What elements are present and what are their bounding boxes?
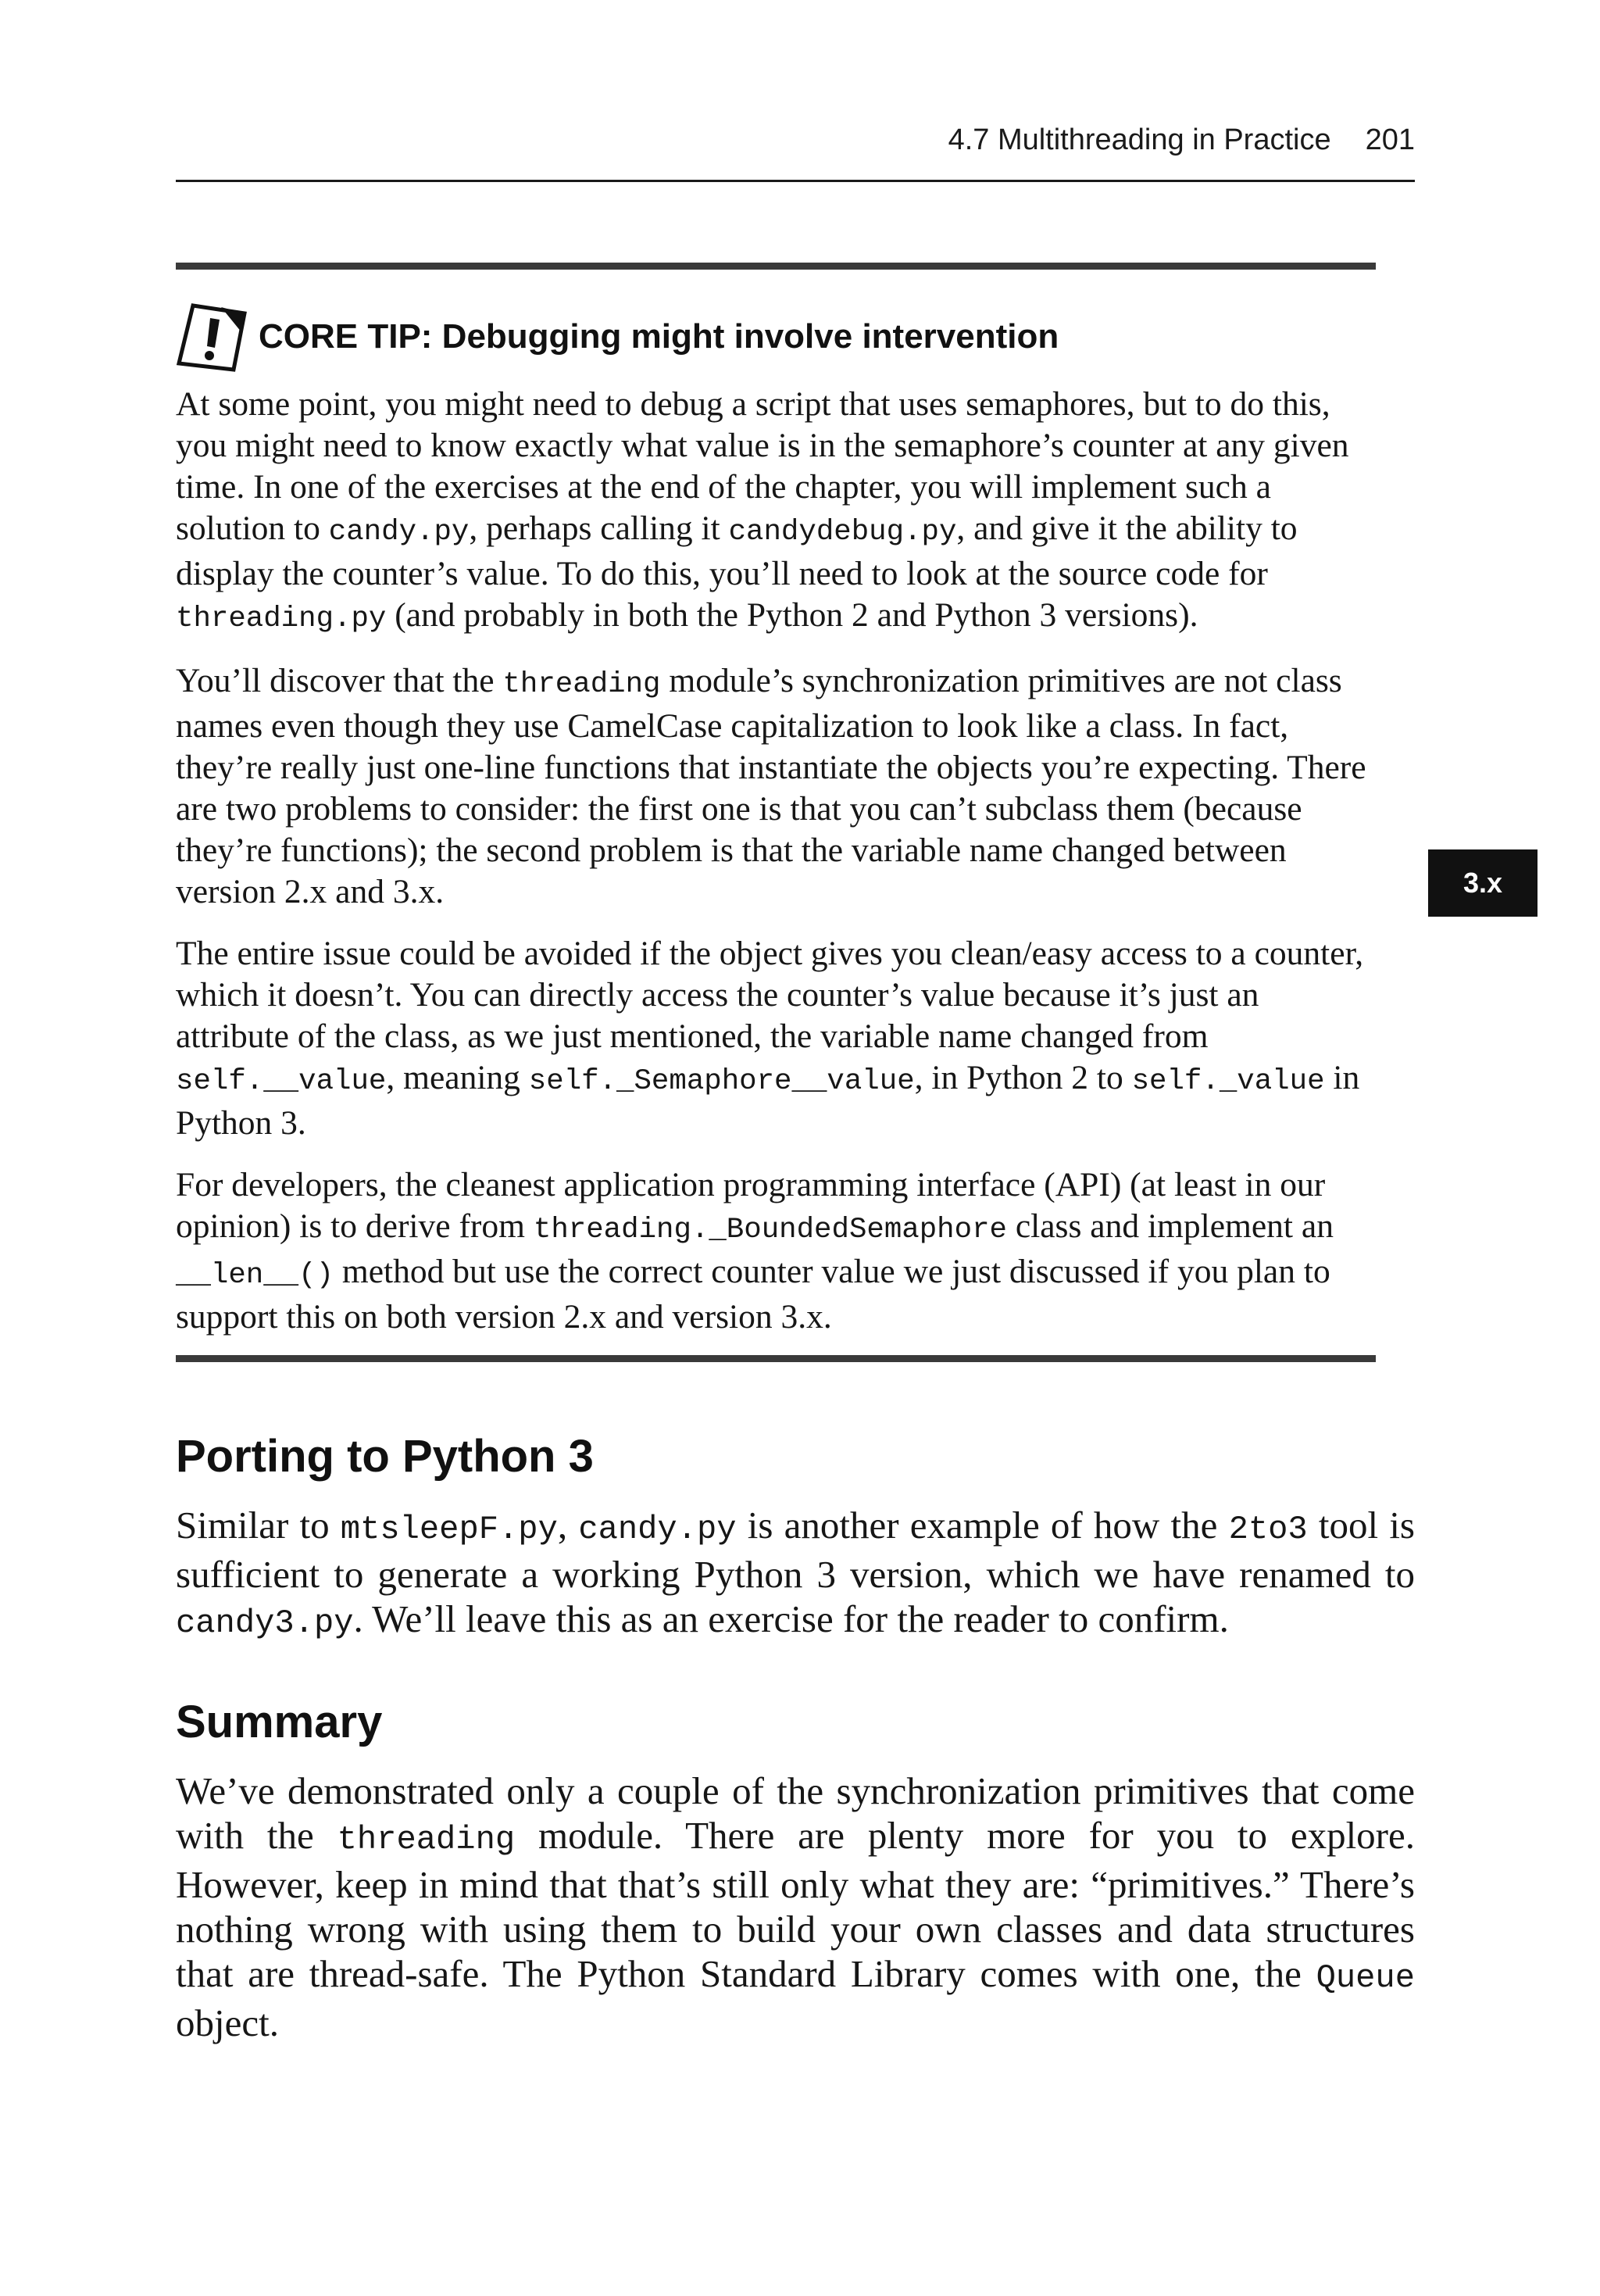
inline-code: 2to3 (1228, 1511, 1308, 1548)
summary-heading: Summary (176, 1697, 383, 1747)
inline-code: threading.py (176, 603, 387, 635)
inline-code: threading (502, 668, 661, 701)
inline-code: Queue (1316, 1959, 1415, 1997)
core-tip-paragraph: For developers, the cleanest application programming interface (API) (at least in our opinion) is to derive from threading._BoundedSemaphore class and implement an __len__() method but use the correct counter value we just discussed if you plan to support this on both version 2.x and version 3.x. (176, 1166, 1334, 1336)
porting-section (176, 1430, 1415, 1646)
inline-code: self._Semaphore__value (528, 1065, 915, 1098)
inline-code: mtsleepF.py (340, 1511, 558, 1548)
inline-code: threading (337, 1821, 516, 1858)
inline-code: self._value (1131, 1065, 1325, 1098)
porting-paragraph: Similar to mtsleepF.py, candy.py is another example of how the 2to3 tool is sufficient to generate a working Python 3 version, which we have renamed to candy3.py. We’ll leave this as an exercise for the reader to confirm. (176, 1504, 1416, 1642)
inline-code: threading._BoundedSemaphore (533, 1214, 1007, 1246)
core-tip-paragraph: The entire issue could be avoided if the object gives you clean/easy access to a counter, which it doesn’t. You can directly access the counter’s value because it’s just an attribute of the class, as we just mentioned, the variable name changed from self.__value, meaning self._Semaphore__value, in Python 2 to self._value in Python 3. (176, 935, 1364, 1142)
exclamation-note-icon (176, 301, 248, 373)
core-tip-paragraph: At some point, you might need to debug a script that uses semaphores, but to do this, you might need to know exactly what value is in the semaphore’s counter at any given time. In one of the exercises at the end of the chapter, you will implement such a solution to candy.py, perhaps calling it candydebug.py, and give it the ability to display the counter’s value. To do this, you’ll need to look at the source code for threading.py (and probably in both the Python 2 and Python 3 versions). (176, 385, 1349, 635)
inline-code: candydebug.py (728, 516, 957, 549)
page-number: 201 (1365, 123, 1415, 156)
inline-code: candy3.py (176, 1604, 354, 1642)
inline-code: candy.py (578, 1511, 737, 1548)
inline-code: candy.py (328, 516, 470, 549)
inline-code: self.__value (176, 1065, 387, 1098)
core-tip-header (176, 301, 1376, 373)
summary-section (176, 1696, 1415, 2045)
porting-heading: Porting to Python 3 (176, 1431, 594, 1482)
core-tip-paragraph: You’ll discover that the threading module’s synchronization primitives are not class names even though they use CamelCase capitalization to look like a class. In fact, they’re really just one-line functions that instantiate the objects you’re expecting. There are two problems to consider: the first one is that you can’t subclass them (because they’re functions); the second problem is that the variable name changed between version 2.x and 3.x. (176, 662, 1366, 910)
running-header (176, 117, 1415, 182)
inline-code: __len__() (176, 1259, 334, 1292)
core-tip-box (176, 263, 1376, 1362)
summary-paragraph: We’ve demonstrated only a couple of the synchronization primitives that come with the threading module. There are plenty more for you to explore. However, keep in mind that that’s still only what they are: “primitives.” There’s nothing wrong with using them to build your own classes and data structures that are thread-safe. The Python Standard Library comes with one, the Queue object. (176, 1769, 1416, 2044)
core-tip-title: CORE TIP: Debugging might involve intervention (259, 317, 1059, 356)
version-thumb-tab: 3.x (1428, 849, 1538, 917)
header-section-title: 4.7 Multithreading in Practice (948, 123, 1331, 156)
